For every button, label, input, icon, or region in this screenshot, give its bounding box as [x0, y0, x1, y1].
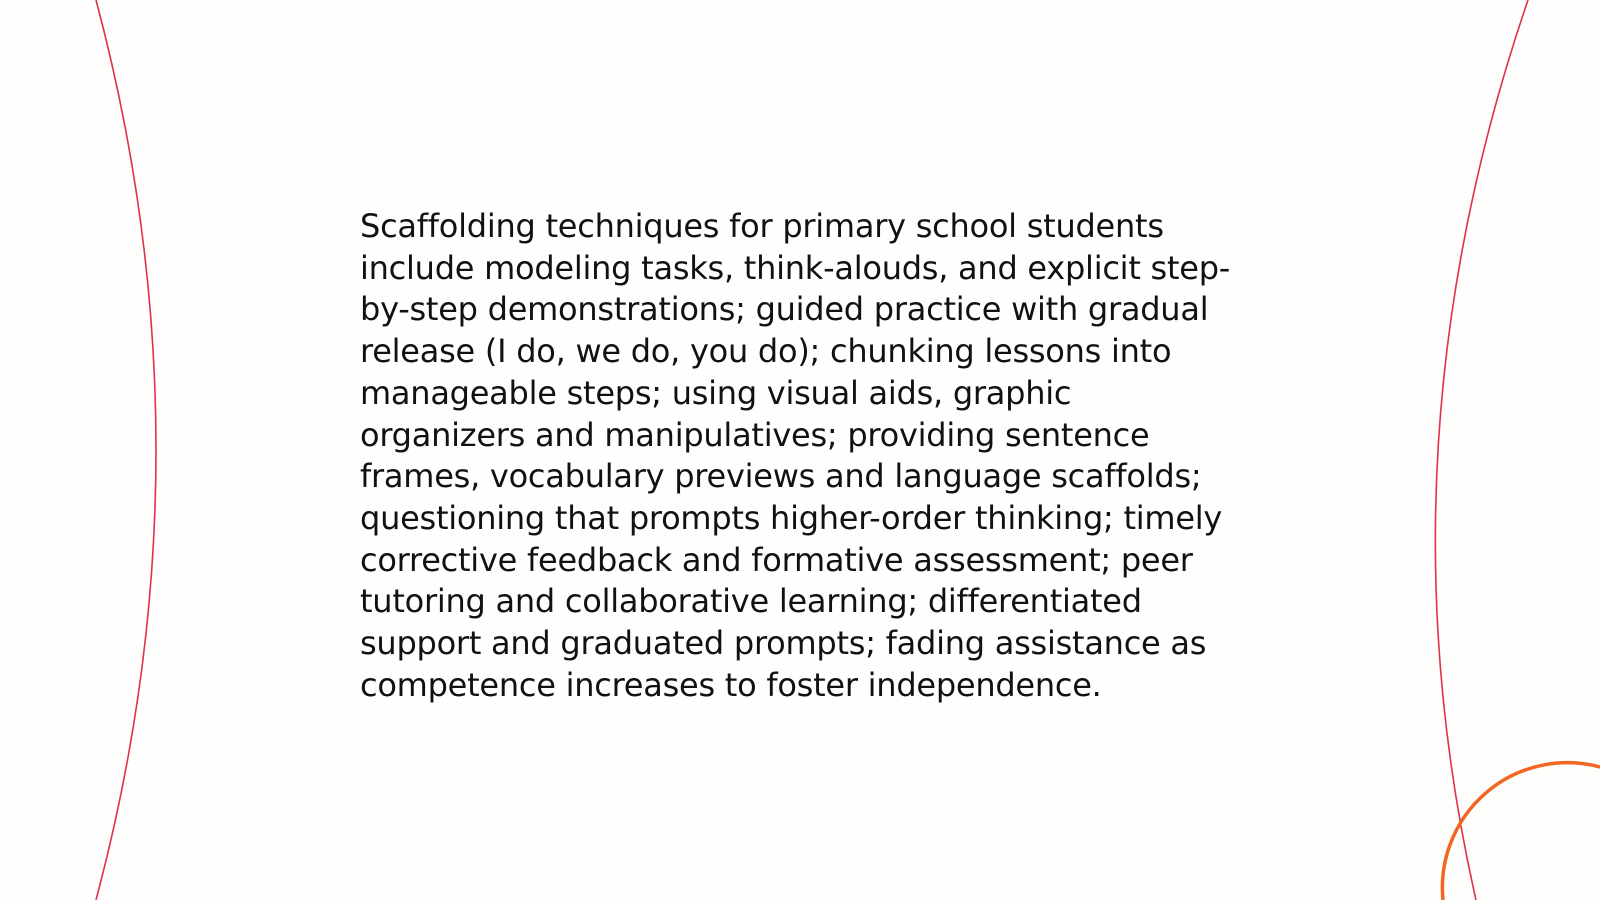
body-text: Scaffolding techniques for primary school students include modeling tasks, think-alouds, and explicit step-by-step demonstrations; guided practice with gradual release (I do, we do, you do); chunking lessons into manageable steps; using visual aids, graphic organizers and manipulatives; providing sentence frames, vocabulary previews and language scaffolds; questioning that prompts higher-order thinking; timely corrective feedback and formative assessment; peer tutoring and collaborative learning; differentiated support and graduated prompts; fading assistance as competence increases to foster independence. [360, 207, 1231, 704]
right-arc [1435, 0, 1528, 900]
corner-circle-arc [1442, 763, 1600, 900]
left-arc [96, 0, 156, 900]
